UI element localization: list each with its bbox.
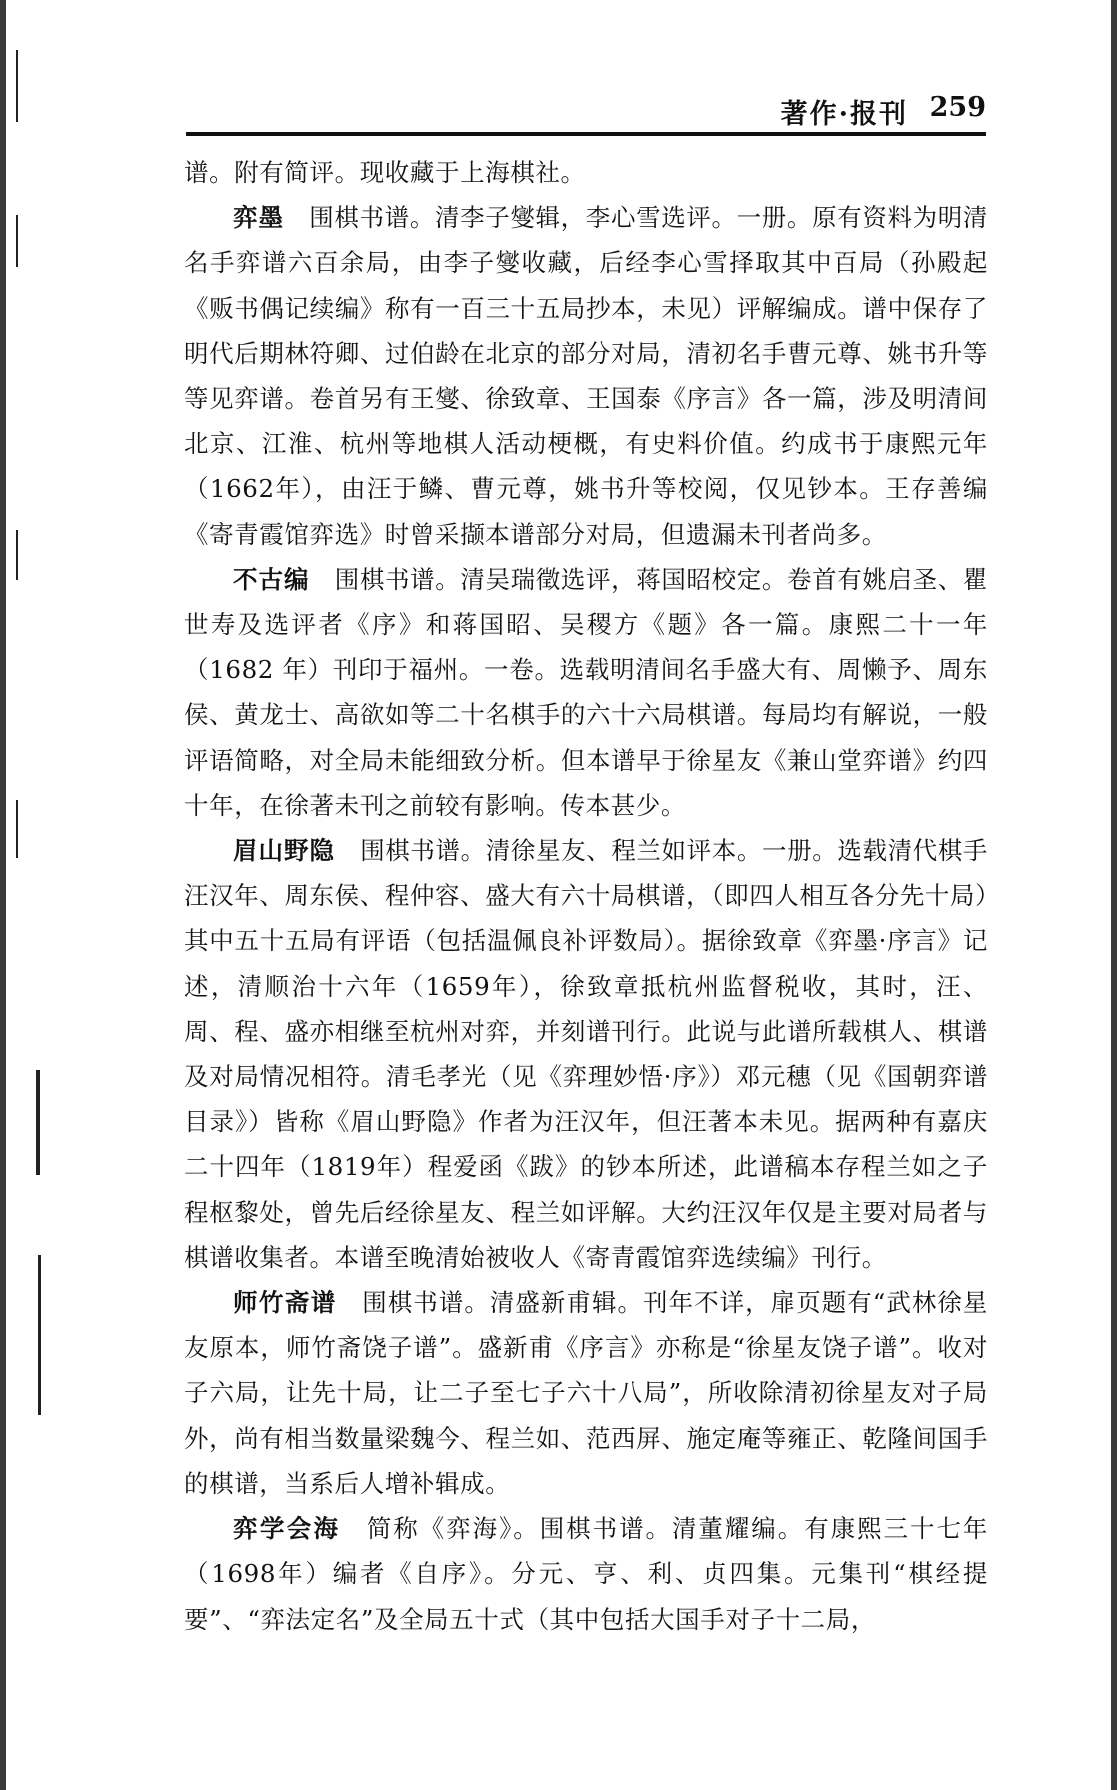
entry (184, 828, 988, 1280)
entry (184, 195, 988, 557)
entry (184, 557, 988, 828)
entry-text: 围棋书谱。清徐星友、程兰如评本。一册。选载清代棋手汪汉年、周东侯、程仲容、盛大有六十局棋谱，（即四人相互各分先十局）其中五十五局有评语（包括温佩良补评数局）。据徐致章《弈墨·序言》记述，清顺治十六年（1659年），徐致章抵杭州监督税收，其时，汪、周、程、盛亦相继至杭州对弈，并刻谱刊行。此说与此谱所载棋人、棋谱及对局情况相符。清毛孝光（见《弈理妙悟·序》）邓元穗（见《国朝弈谱目录》）皆称《眉山野隐》作者为汪汉年，但汪著本未见。据两种有嘉庆二十四年（1819年）程爱函《跋》的钞本所述，此谱稿本存程兰如之子程枢黎处，曾先后经徐星友、程兰如评解。大约汪汉年仅是主要对局者与棋谱收集者。本谱至晚清始被收人《寄青霞馆弈选续编》刊行。 (184, 836, 989, 1272)
entry-text: 围棋书谱。清吴瑞徵选评，蒋国昭校定。卷首有姚启圣、瞿世寿及选评者《序》和蒋国昭、吴稷方《题》各一篇。康熙二十一年（1682 年）刊印于福州。一卷。选载明清间名手盛大有、周懒予、周东侯、黄龙士、高欲如等二十名棋手的六十六局棋谱。每局均有解说，一般评语简略，对全局未能细致分析。但本谱早于徐星友《兼山堂弈谱》约四十年，在徐著未刊之前较有影响。传本甚少。 (184, 564, 989, 820)
page-header (186, 88, 986, 136)
entry-text: 围棋书谱。清李子燮辑，李心雪选评。一册。原有资料为明清名手弈谱六百余局，由李子燮收藏，后经李心雪择取其中百局（孙殿起《贩书偶记续编》称有一百三十五局抄本，未见）评解编成。谱中保存了明代后期林符卿、过伯龄在北京的部分对局，清初名手曹元尊、姚书升等等见弈谱。卷首另有王燮、徐致章、王国泰《序言》各一篇，涉及明清间北京、江淮、杭州等地棋人活动梗概，有史料价值。约成书于康熙元年（1662年），由汪于鳞、曹元尊，姚书升等校阅，仅见钞本。王存善编《寄青霞馆弈选》时曾采撷本谱部分对局，但遗漏未刊者尚多。 (184, 203, 989, 549)
scan-edge-mark (16, 800, 18, 858)
scan-edge-mark (16, 50, 18, 122)
entry-term: 不古编 (233, 564, 310, 594)
header-rule (186, 132, 986, 136)
entry-term: 弈墨 (233, 203, 285, 233)
entry-term: 弈学会海 (233, 1514, 341, 1544)
scanned-page (6, 0, 1111, 1790)
running-title: 著作·报刊 (780, 99, 908, 130)
page-body (184, 150, 988, 1642)
entry-text: 谱。附有简评。现收藏于上海棋社。 (184, 158, 586, 187)
scan-edge-mark (38, 1255, 41, 1415)
scan-edge-mark (16, 215, 18, 267)
entry (184, 1280, 988, 1506)
entry-continuation (184, 150, 988, 195)
page-number: 259 (929, 92, 986, 123)
scan-edge-mark (16, 530, 18, 580)
scan-edge-mark (36, 1070, 40, 1175)
entry-text: 简称《弈海》。围棋书谱。清董耀编。有康熙三十七年（1698年）编者《自序》。分元、亨、利、贞四集。元集刊“棋经提要”、“弈法定名”及全局五十式（其中包括大国手对子十二局， (184, 1514, 988, 1634)
entry-term: 眉山野隐 (233, 836, 336, 866)
entry (184, 1506, 988, 1642)
entry-term: 师竹斋谱 (233, 1288, 337, 1318)
entry-text: 围棋书谱。清盛新甫辑。刊年不详，扉页题有“武林徐星友原本，师竹斋饶子谱”。盛新甫《序言》亦称是“徐星友饶子谱”。收对子六局，让先十局，让二子至七子六十八局”，所收除清初徐星友对子局外，尚有相当数量梁魏今、程兰如、范西屏、施定庵等雍正、乾隆间国手的棋谱，当系后人增补辑成。 (184, 1288, 989, 1498)
